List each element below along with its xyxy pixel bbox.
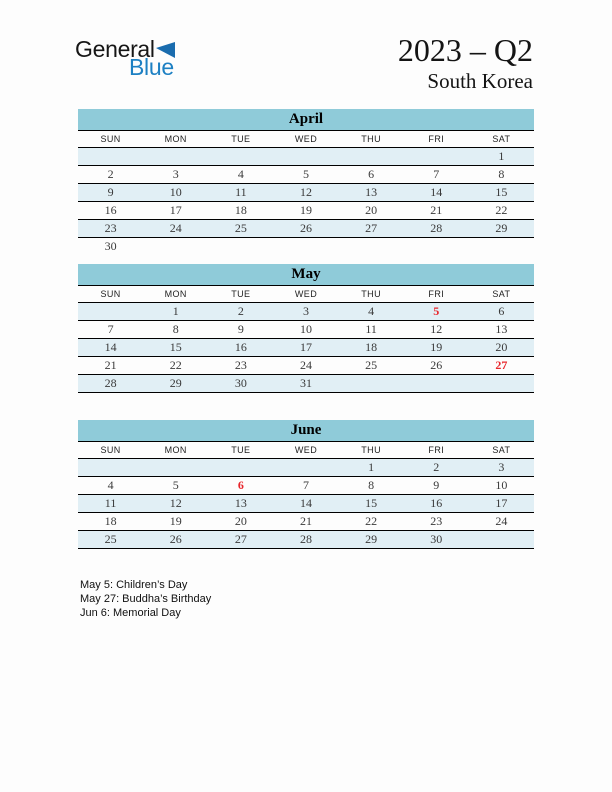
day-cell: 12 — [404, 321, 469, 339]
day-cell: 26 — [143, 531, 208, 549]
day-cell: 20 — [339, 202, 404, 220]
week-row — [78, 531, 534, 549]
day-cell: 12 — [273, 184, 338, 202]
day-cell: 16 — [404, 495, 469, 513]
day-cell: 27 — [469, 357, 534, 375]
day-cell: 20 — [469, 339, 534, 357]
weekday-header: WED — [273, 286, 338, 303]
day-cell: 6 — [469, 303, 534, 321]
day-cell: 31 — [273, 375, 338, 393]
week-row — [78, 375, 534, 393]
weekday-header: MON — [143, 442, 208, 459]
empty-day-cell — [208, 459, 273, 477]
calendar-april — [78, 109, 534, 255]
empty-day-cell — [404, 148, 469, 166]
day-cell: 15 — [339, 495, 404, 513]
week-row — [78, 166, 534, 184]
day-cell: 14 — [78, 339, 143, 357]
empty-day-cell — [469, 531, 534, 549]
day-cell: 30 — [104, 239, 117, 253]
empty-day-cell — [143, 459, 208, 477]
day-cell: 10 — [143, 184, 208, 202]
month-title: June — [78, 420, 534, 442]
day-cell: 24 — [143, 220, 208, 238]
day-cell: 5 — [143, 477, 208, 495]
day-cell: 25 — [339, 357, 404, 375]
weekday-header: THU — [339, 442, 404, 459]
day-cell: 1 — [469, 148, 534, 166]
day-cell: 18 — [78, 513, 143, 531]
day-cell: 18 — [339, 339, 404, 357]
weekday-header: THU — [339, 286, 404, 303]
weekday-header: SUN — [78, 286, 143, 303]
quarter-title: 2023 – Q2 — [397, 32, 533, 68]
week-row — [78, 321, 534, 339]
day-cell: 23 — [404, 513, 469, 531]
month-title: May — [78, 264, 534, 286]
day-cell: 26 — [404, 357, 469, 375]
day-cell: 14 — [404, 184, 469, 202]
day-cell: 22 — [469, 202, 534, 220]
day-cell: 15 — [143, 339, 208, 357]
day-cell: 29 — [469, 220, 534, 238]
calendar-june — [78, 420, 534, 549]
day-cell: 16 — [208, 339, 273, 357]
empty-day-cell — [78, 303, 143, 321]
day-cell: 6 — [208, 477, 273, 495]
day-cell: 29 — [339, 531, 404, 549]
day-cell: 5 — [404, 303, 469, 321]
week-row — [78, 303, 534, 321]
weekday-header: MON — [143, 286, 208, 303]
day-cell: 7 — [404, 166, 469, 184]
day-cell: 28 — [273, 531, 338, 549]
empty-day-cell — [404, 238, 469, 256]
weekday-header: TUE — [208, 286, 273, 303]
weekday-header: TUE — [208, 131, 273, 148]
week-row — [78, 495, 534, 513]
day-cell: 21 — [273, 513, 338, 531]
week-row — [78, 339, 534, 357]
day-cell: 9 — [404, 477, 469, 495]
day-cell: 9 — [208, 321, 273, 339]
day-cell: 13 — [469, 321, 534, 339]
day-cell: 14 — [273, 495, 338, 513]
week-row — [78, 202, 534, 220]
day-cell: 23 — [78, 220, 143, 238]
empty-day-cell — [208, 148, 273, 166]
day-cell: 6 — [339, 166, 404, 184]
day-cell: 5 — [273, 166, 338, 184]
weekday-header: FRI — [404, 131, 469, 148]
day-cell: 18 — [208, 202, 273, 220]
weekday-header: SUN — [78, 442, 143, 459]
day-cell: 8 — [469, 166, 534, 184]
week-row — [78, 459, 534, 477]
empty-day-cell — [469, 375, 534, 393]
day-cell: 24 — [469, 513, 534, 531]
empty-day-cell — [273, 148, 338, 166]
weekday-header: WED — [273, 131, 338, 148]
day-cell: 17 — [143, 202, 208, 220]
day-cell: 19 — [143, 513, 208, 531]
day-cell: 2 — [208, 303, 273, 321]
month-title: April — [78, 109, 534, 131]
page-titles — [398, 32, 533, 94]
day-cell: 26 — [273, 220, 338, 238]
day-cell: 2 — [404, 459, 469, 477]
week-row — [78, 184, 534, 202]
logo-word-blue: Blue — [129, 54, 174, 80]
week-row — [78, 357, 534, 375]
day-cell: 7 — [273, 477, 338, 495]
empty-day-cell — [404, 375, 469, 393]
holiday-note: May 5: Children’s Day — [80, 579, 188, 591]
empty-day-cell — [143, 148, 208, 166]
day-cell: 17 — [273, 339, 338, 357]
empty-day-cell — [78, 459, 143, 477]
region-subtitle: South Korea — [427, 69, 533, 93]
day-cell: 24 — [273, 357, 338, 375]
day-cell: 25 — [78, 531, 143, 549]
empty-day-cell — [339, 148, 404, 166]
weekday-header: FRI — [404, 442, 469, 459]
day-cell: 11 — [78, 495, 143, 513]
empty-day-cell — [339, 375, 404, 393]
day-cell: 7 — [78, 321, 143, 339]
day-cell: 12 — [143, 495, 208, 513]
day-cell: 1 — [143, 303, 208, 321]
day-cell: 21 — [78, 357, 143, 375]
day-cell: 1 — [339, 459, 404, 477]
day-cell: 16 — [78, 202, 143, 220]
day-cell: 4 — [339, 303, 404, 321]
week-row — [78, 238, 534, 256]
day-cell: 28 — [404, 220, 469, 238]
weekday-header: TUE — [208, 442, 273, 459]
week-row — [78, 148, 534, 166]
day-cell: 27 — [208, 531, 273, 549]
holiday-note: Jun 6: Memorial Day — [80, 607, 181, 619]
weekday-header: SUN — [78, 131, 143, 148]
day-cell: 22 — [339, 513, 404, 531]
day-cell: 13 — [208, 495, 273, 513]
weekday-header: SAT — [469, 442, 534, 459]
day-cell: 8 — [339, 477, 404, 495]
day-cell: 4 — [78, 477, 143, 495]
empty-day-cell — [339, 238, 404, 256]
empty-day-cell — [273, 238, 338, 256]
day-cell: 11 — [339, 321, 404, 339]
day-cell: 3 — [469, 459, 534, 477]
holiday-note: May 27: Buddha’s Birthday — [80, 593, 212, 605]
week-row — [78, 220, 534, 238]
weekday-header: THU — [339, 131, 404, 148]
day-cell: 25 — [208, 220, 273, 238]
day-cell: 30 — [208, 375, 273, 393]
day-cell: 27 — [339, 220, 404, 238]
day-cell: 20 — [208, 513, 273, 531]
empty-day-cell — [208, 238, 273, 256]
weekday-header: WED — [273, 442, 338, 459]
weekday-header: SAT — [469, 286, 534, 303]
weekday-header: MON — [143, 131, 208, 148]
weekday-header: SAT — [469, 131, 534, 148]
day-cell: 9 — [78, 184, 143, 202]
logo-word-general: General — [75, 36, 155, 62]
logo — [75, 38, 175, 82]
empty-day-cell — [273, 459, 338, 477]
day-cell: 2 — [78, 166, 143, 184]
holiday-notes — [80, 578, 211, 620]
weekday-header: FRI — [404, 286, 469, 303]
day-cell: 10 — [469, 477, 534, 495]
day-cell: 17 — [469, 495, 534, 513]
calendar-may — [78, 264, 534, 393]
day-cell: 21 — [404, 202, 469, 220]
week-row — [78, 477, 534, 495]
empty-day-cell — [469, 238, 534, 256]
day-cell: 10 — [273, 321, 338, 339]
day-cell: 28 — [78, 375, 143, 393]
day-cell: 19 — [404, 339, 469, 357]
day-cell: 19 — [273, 202, 338, 220]
day-cell: 4 — [208, 166, 273, 184]
day-cell: 8 — [143, 321, 208, 339]
day-cell: 30 — [404, 531, 469, 549]
empty-day-cell — [78, 148, 143, 166]
day-cell: 3 — [143, 166, 208, 184]
day-cell: 23 — [208, 357, 273, 375]
day-cell: 11 — [208, 184, 273, 202]
day-cell: 22 — [143, 357, 208, 375]
empty-day-cell — [143, 238, 208, 256]
week-row — [78, 513, 534, 531]
day-cell: 13 — [339, 184, 404, 202]
day-cell: 29 — [143, 375, 208, 393]
day-cell: 15 — [469, 184, 534, 202]
day-cell: 3 — [273, 303, 338, 321]
